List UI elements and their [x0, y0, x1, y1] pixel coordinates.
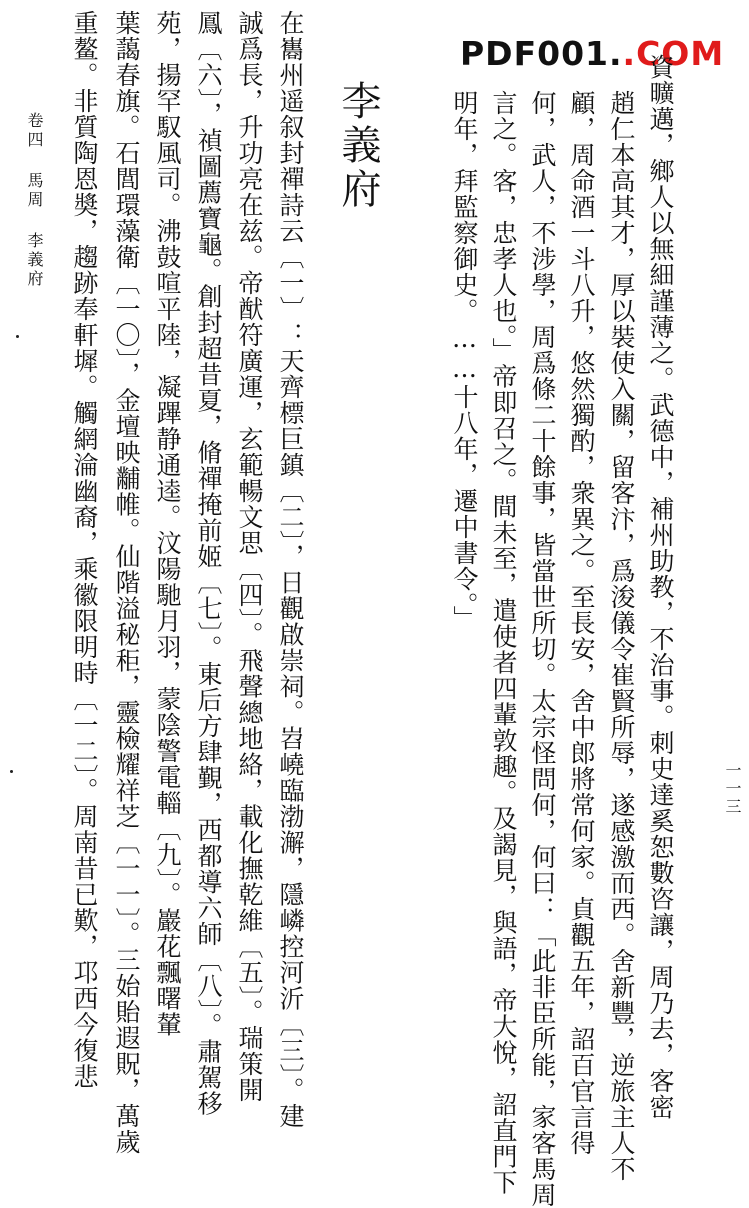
page-number: 一一三 [723, 762, 742, 816]
text-column: 趙仁本高其才，厚以裝使入關，留客汴，爲浚儀令崔賢所辱，遂感激而西。舍新豐，逆旅主人不 [607, 90, 636, 1182]
watermark-logo [460, 34, 724, 73]
text-column: 鳳〔六〕，禎圖薦寶龜。創封超昔夏，脩禪掩前姬〔七〕。東后方肆覲，西都導六師〔八〕。肅駕移 [194, 10, 223, 1117]
text-column: 葉藹春旗。石閭環藻衛〔一〇〕，金壇映黼帷。仙階溢秘秬，靈檢耀祥芝〔一一〕。三始貽遐貺，萬歲 [112, 10, 141, 1155]
text-column: 誠爲長，升功亮在兹。帝猷符廣運，玄範暢文思〔四〕。飛聲總地絡，載化撫乾維〔五〕。瑞策開 [235, 10, 264, 1103]
text-column: 在巂州遥叙封禪詩云〔一〕：天齊標巨鎮〔二〕，日觀啟崇祠。岧嶢臨渤澥，隱嶙控河沂〔三〕。建 [276, 10, 305, 1129]
running-head: 卷四 馬周 李義府 [25, 112, 44, 289]
section-title: 李義府 [335, 80, 381, 212]
watermark-part2: .COM [622, 34, 725, 73]
scan-speck [16, 335, 19, 338]
text-column: 何，武人，不涉學，周爲條二十餘事，皆當世所切。太宗怪問何，何曰：「此非臣所能，家客馬周 [528, 90, 557, 1208]
text-column: 顧，周命酒一斗八升，悠然獨酌，衆異之。至長安，舍中郎將常何家。貞觀五年，詔百官言得 [567, 90, 596, 1156]
text-column: 資曠邁，鄉人以無細謹薄之。武德中，補州助教，不治事。刺史達奚恕數咨讓，周乃去，客密 [646, 54, 675, 1120]
watermark-part1: PDF001. [460, 34, 623, 73]
text-column: 重鳌。非質陶恩奬，趨跡奉軒墀。觸網淪幽裔，乘徽限明時〔一二〕。周南昔已歎，邛西今復悲 [70, 10, 99, 1090]
text-column: 言之。客，忠孝人也。」帝即召之。間未至，遣使者四輩敦趣。及謁見，與語，帝大悅，詔直門下 [489, 90, 518, 1196]
text-column: 苑，揚罕馭風司。沸鼓喧平陸，凝蹕静通逵。汶陽馳月羽，蒙陰警電輜〔九〕。巖花飄曙輦 [153, 10, 182, 1038]
scan-speck [10, 770, 13, 773]
text-column: 明年，拜監察御史。……十八年，遷中書令。」 [450, 90, 479, 632]
